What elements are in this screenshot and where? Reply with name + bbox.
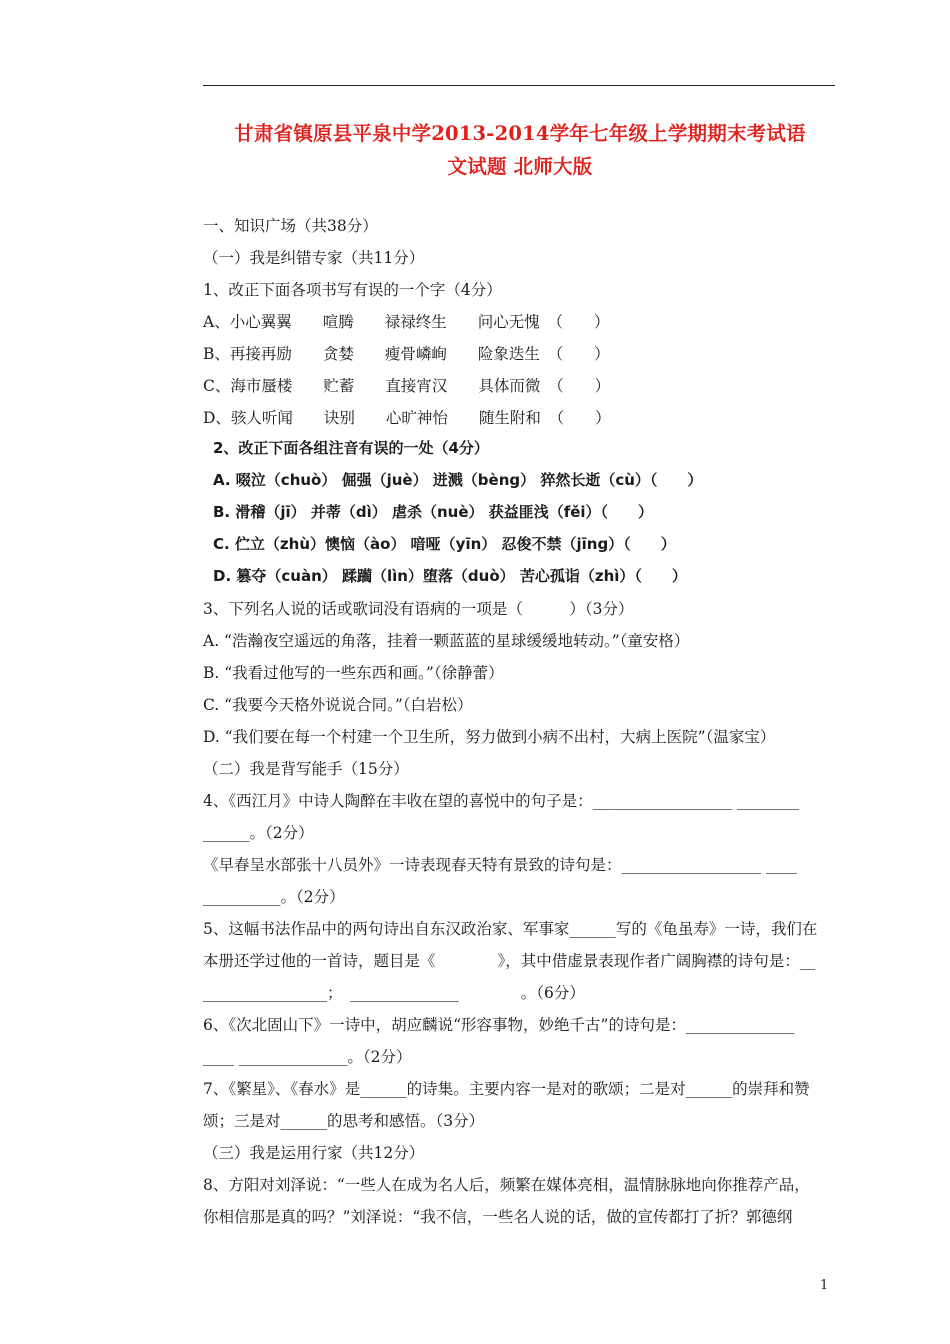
question-text: 1、改正下面各项书写有误的一个字（4分）: [203, 281, 502, 299]
section-heading: 一、知识广场（共38分）: [203, 217, 378, 235]
option-line: C. “我要今天格外说说合同。”（白岩松）: [203, 696, 473, 714]
question-text: 8、方阳对刘泽说：“一些人在成为名人后，频繁在媒体亮相，温情脉脉地向你推荐产品，: [203, 1176, 810, 1194]
option-line-bold: C. 伫立（zhù）懊恼（ào） 喑哑（yīn） 忍俊不禁（jīng）（ ）: [213, 535, 676, 553]
question-text: ______。（2分）: [203, 824, 314, 842]
header-rule: [203, 85, 835, 86]
question-text: 《早春呈水部张十八员外》一诗表现春天特有景致的诗句是：__________________ ____: [203, 856, 797, 874]
question-text: __________。（2分）: [203, 888, 345, 906]
option-line: C、海市蜃楼 贮蓄 直接宵汉 具体而微 （ ）: [203, 377, 611, 395]
subsection-heading: （二）我是背写能手（15分）: [203, 760, 409, 778]
question-text: 颂；三是对______的思考和感悟。（3分）: [203, 1112, 485, 1130]
question-text: 7、《繁星》、《春水》是______的诗集。主要内容一是对的歌颂；二是对______的崇拜和赞: [203, 1080, 810, 1098]
question-text: ____ ______________。（2分）: [203, 1048, 412, 1066]
option-line: D. “我们要在每一个村建一个卫生所，努力做到小病不出村，大病上医院”（温家宝）: [203, 728, 776, 746]
subsection-heading: （三）我是运用行家（共12分）: [203, 1144, 425, 1162]
option-line-bold: B. 滑稽（jī） 并蒂（dì） 虐杀（nuè） 获益匪浅（fěi）（ ）: [213, 503, 654, 521]
page-number: 1: [820, 1278, 829, 1293]
document-title-line-2: 文试题 北师大版: [447, 155, 593, 178]
question-text: 你相信那是真的吗？”刘泽说：“我不信，一些名人说的话，做的宣传都打了折？郭德纲: [203, 1208, 793, 1226]
option-line: B、再接再励 贪婪 瘦骨嶙峋 险象迭生 （ ）: [203, 345, 610, 363]
question-text: 6、《次北固山下》一诗中，胡应麟说“形容事物，妙绝千古”的诗句是：______________: [203, 1016, 795, 1034]
option-line: A、小心翼翼 喧腾 禄禄终生 问心无愧 （ ）: [203, 313, 610, 331]
question-text: 5、这幅书法作品中的两句诗出自东汉政治家、军事家______写的《龟虽寿》一诗，我们在: [203, 920, 818, 938]
option-line: A. “浩瀚夜空遥远的角落，挂着一颗蓝蓝的星球缓缓地转动。”（童安格）: [203, 632, 690, 650]
question-text: 3、下列名人说的话或歌词没有语病的一项是（ ）（3分）: [203, 600, 634, 618]
question-text: ________________； ______________ 。（6分）: [203, 984, 585, 1002]
question-text: 本册还学过他的一首诗，题目是《 》，其中借虚景表现作者广阔胸襟的诗句是：__: [203, 952, 816, 970]
question-text: 4、《西江月》中诗人陶醉在丰收在望的喜悦中的句子是：__________________ ________: [203, 792, 800, 810]
question-text-bold: 2、改正下面各组注音有误的一处（4分）: [213, 439, 489, 457]
option-line: D、骇人听闻 诀别 心旷神怡 随生附和 （ ）: [203, 409, 611, 427]
subsection-heading: （一）我是纠错专家（共11分）: [203, 249, 425, 267]
option-line-bold: D. 篡夺（cuàn） 蹂躏（lìn）堕落（duò） 苦心孤诣（zhì）（ ）: [213, 567, 687, 585]
option-line-bold: A. 啜泣（chuò） 倔强（juè） 迸溅（bèng） 猝然长逝（cù）（ ）: [213, 471, 703, 489]
option-line: B. “我看过他写的一些东西和画。”（徐静蕾）: [203, 664, 504, 682]
document-title-line-1: 甘肃省镇原县平泉中学2013-2014学年七年级上学期期末考试语: [234, 122, 806, 145]
